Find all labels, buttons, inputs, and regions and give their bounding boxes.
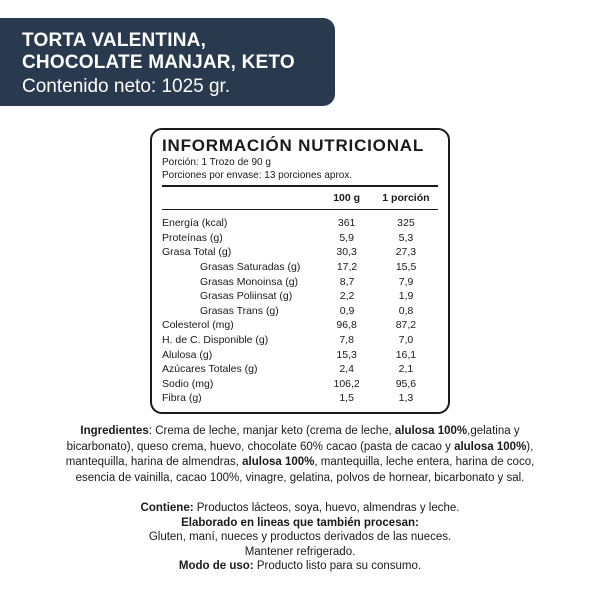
nutrient-value-portion: 1,9 bbox=[398, 290, 414, 303]
nutrient-row-fiber bbox=[162, 391, 438, 406]
nutrient-row-polyunsaturated-fat bbox=[162, 289, 438, 304]
nutrient-row-protein bbox=[162, 231, 438, 246]
ingredients-highlight-3: alulosa 100% bbox=[242, 456, 315, 469]
contains-label: Contiene: bbox=[140, 502, 194, 514]
nutrient-value-portion: 0,8 bbox=[398, 304, 414, 317]
nutrient-value-100g: 2,4 bbox=[339, 363, 354, 376]
nutrient-value-100g: 106,2 bbox=[333, 377, 360, 390]
nutrient-value-portion: 2,1 bbox=[398, 363, 414, 376]
usage-text: Producto listo para su consumo. bbox=[253, 560, 422, 573]
nutrient-value-portion: 325 bbox=[397, 217, 415, 230]
nutrient-value-portion: 15,5 bbox=[395, 261, 417, 274]
nutrient-value-portion: 27,3 bbox=[395, 246, 417, 259]
nutrient-value-100g: 0,9 bbox=[339, 304, 355, 317]
storage-instructions: Mantener refrigerado. bbox=[244, 545, 356, 558]
nutrient-value-100g: 2,2 bbox=[339, 290, 355, 303]
nutrient-label: Azúcares Totales (g) bbox=[162, 363, 258, 376]
processed-lines-text: Gluten, maní, nueces y productos derivados de las nueces. bbox=[148, 531, 452, 544]
usage-label: Modo de uso: bbox=[178, 560, 254, 573]
nutrient-value-100g: 17,2 bbox=[336, 261, 358, 274]
nutrient-value-portion: 87,2 bbox=[395, 319, 417, 332]
contains-line bbox=[58, 501, 542, 516]
nutrient-row-energy bbox=[162, 216, 438, 231]
ingredients-highlight-1: alulosa 100% bbox=[394, 425, 468, 437]
nutrient-label: Grasas Poliinsat (g) bbox=[200, 290, 293, 303]
nutrient-value-100g: 7,8 bbox=[339, 334, 354, 347]
nutrient-label: Grasas Trans (g) bbox=[200, 304, 279, 317]
nutrient-row-total-sugars bbox=[162, 362, 438, 377]
nutrient-row-monounsaturated-fat bbox=[162, 274, 438, 289]
nutrient-value-100g: 15,3 bbox=[336, 348, 357, 361]
nutrient-value-portion: 5,3 bbox=[398, 231, 414, 244]
serving-size: Porción: 1 Trozo de 90 g bbox=[162, 157, 271, 168]
nutrient-label: Grasa Total (g) bbox=[162, 246, 232, 259]
nutrition-table bbox=[162, 210, 438, 406]
nutrient-value-portion: 7,0 bbox=[398, 334, 414, 347]
nutrient-label: Alulosa (g) bbox=[162, 348, 213, 361]
ingredients-paragraph bbox=[58, 424, 542, 486]
nutrient-row-total-fat bbox=[162, 245, 438, 260]
processed-lines-label: Elaborado en lineas que también procesan: bbox=[181, 516, 419, 529]
contains-text: Productos lácteos, soya, huevo, almendras y leche. bbox=[193, 502, 460, 514]
nutrient-label: Fibra (g) bbox=[162, 392, 202, 405]
nutrient-row-sodium bbox=[162, 377, 438, 392]
nutrient-value-100g: 8,7 bbox=[339, 275, 355, 288]
nutrient-value-100g: 361 bbox=[337, 217, 356, 230]
ingredients-label: Ingredientes bbox=[80, 425, 149, 437]
nutrient-value-100g: 1,5 bbox=[339, 392, 354, 405]
nutrient-value-portion: 1,3 bbox=[398, 392, 414, 405]
nutrition-header-row bbox=[162, 187, 438, 209]
header-per-100g: 100 g bbox=[333, 192, 361, 204]
nutrition-title: INFORMACIÓN NUTRICIONAL bbox=[162, 136, 425, 155]
nutrient-row-allulose bbox=[162, 347, 438, 362]
nutrient-label: Proteínas (g) bbox=[162, 231, 223, 244]
ingredients-text-2: ,gelatina y bicarbonato), queso crema, huevo, chocolate 60% cacao (pasta de cacao y bbox=[66, 425, 520, 453]
header-per-portion: 1 porción bbox=[382, 192, 430, 204]
nutrient-value-portion: 7,9 bbox=[398, 275, 414, 288]
product-name-line-2: CHOCOLATE MANJAR, KETO bbox=[22, 52, 295, 73]
ingredients-text-3: ), mantequilla, harina de almendras, bbox=[65, 440, 534, 469]
nutrient-value-portion: 16,1 bbox=[395, 348, 417, 361]
ingredients-text-1: : Crema de leche, manjar keto (crema de leche, bbox=[148, 425, 395, 437]
net-content: Contenido neto: 1025 gr. bbox=[22, 76, 231, 97]
nutrient-label: Energía (kcal) bbox=[162, 217, 228, 230]
product-title-banner bbox=[0, 18, 335, 106]
nutrient-row-cholesterol bbox=[162, 318, 438, 333]
nutrient-label: Grasas Monoinsa (g) bbox=[200, 275, 299, 288]
ingredients-highlight-2: alulosa 100% bbox=[454, 440, 527, 453]
servings-per-pack: Porciones por envase: 13 porciones aprox. bbox=[162, 170, 353, 181]
allergen-and-usage-info bbox=[58, 501, 542, 574]
nutrient-value-portion: 95,6 bbox=[395, 377, 417, 390]
nutrient-value-100g: 5,9 bbox=[339, 231, 354, 244]
ingredients-text-4: , mantequilla, leche entera, harina de coco, esencia de vainilla, cacao 100%, vinagre, gelatina, polvos de hornear, bicarbonato y sal. bbox=[75, 456, 535, 484]
nutrient-label: Sodio (mg) bbox=[162, 377, 214, 390]
nutrient-row-trans-fat bbox=[162, 304, 438, 319]
product-name-line-1: TORTA VALENTINA, bbox=[22, 30, 207, 51]
usage-line bbox=[58, 559, 542, 574]
nutrient-row-saturated-fat bbox=[162, 260, 438, 275]
nutrition-facts-panel bbox=[150, 128, 450, 414]
nutrient-label: H. de C. Disponible (g) bbox=[162, 334, 269, 347]
nutrient-value-100g: 96,8 bbox=[336, 319, 357, 332]
nutrient-row-carbohydrates bbox=[162, 333, 438, 348]
nutrient-label: Colesterol (mg) bbox=[162, 319, 234, 332]
nutrient-value-100g: 30,3 bbox=[336, 246, 357, 259]
nutrient-label: Grasas Saturadas (g) bbox=[200, 261, 301, 274]
